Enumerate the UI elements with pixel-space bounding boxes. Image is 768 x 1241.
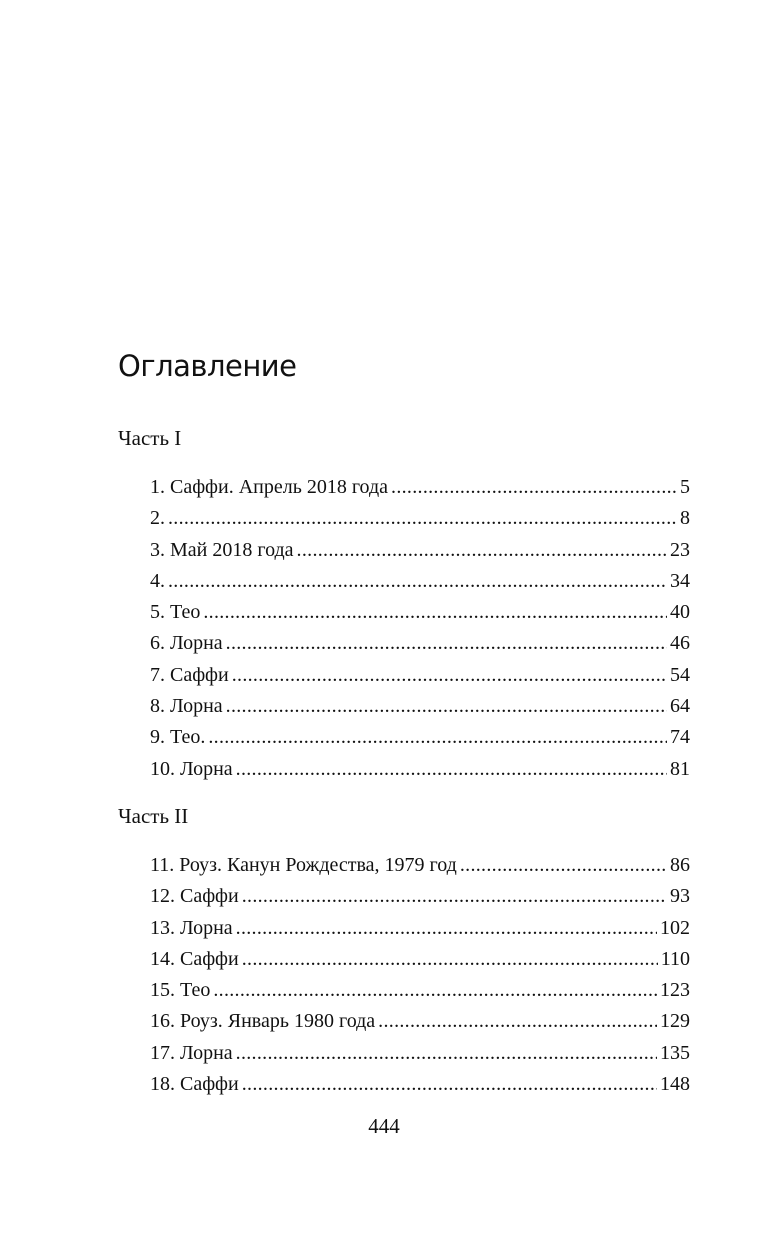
entry-page: 23 <box>670 538 690 561</box>
entry-label: 10. Лорна <box>150 757 233 780</box>
entry-label: 17. Лорна <box>150 1041 233 1064</box>
dot-leader <box>226 628 667 659</box>
toc-entry <box>150 691 690 722</box>
entry-page: 74 <box>670 726 690 749</box>
dot-leader <box>203 597 667 628</box>
entry-label: 2. <box>150 507 165 530</box>
dot-leader <box>236 1038 657 1069</box>
entry-page: 102 <box>660 916 690 939</box>
entry-label: 4. <box>150 569 165 592</box>
entry-label: 7. Саффи <box>150 663 229 686</box>
entry-label: 18. Саффи <box>150 1073 239 1096</box>
entry-page: 54 <box>670 663 690 686</box>
dot-leader <box>232 660 667 691</box>
toc-entries-part-1 <box>150 472 690 785</box>
entry-page: 93 <box>670 885 690 908</box>
toc-entry <box>150 1006 690 1037</box>
toc-entry <box>150 1069 690 1100</box>
entry-label: 5. Тео <box>150 601 201 624</box>
entry-page: 129 <box>660 1010 690 1033</box>
entry-page: 135 <box>660 1041 690 1064</box>
dot-leader <box>226 691 667 722</box>
dot-leader <box>378 1006 657 1037</box>
toc-title: Оглавление <box>118 349 297 383</box>
entry-page: 40 <box>670 601 690 624</box>
entry-label: 15. Тео <box>150 979 211 1002</box>
toc-entry <box>150 975 690 1006</box>
entry-label: 9. Тео. <box>150 726 206 749</box>
toc-entry <box>150 913 690 944</box>
entry-page: 110 <box>660 947 690 970</box>
toc-entry <box>150 503 690 534</box>
entry-label: 3. Май 2018 года <box>150 538 294 561</box>
dot-leader <box>208 722 667 753</box>
entry-label: 13. Лорна <box>150 916 233 939</box>
toc-entry <box>150 472 690 503</box>
dot-leader <box>297 535 667 566</box>
page-number: 444 <box>368 1114 400 1138</box>
toc-entry <box>150 566 690 597</box>
entry-page: 148 <box>660 1073 690 1096</box>
entry-page: 46 <box>670 632 690 655</box>
entry-label: 11. Роуз. Канун Рождества, 1979 год <box>150 854 457 876</box>
toc-entry <box>150 535 690 566</box>
toc-entry <box>150 881 690 912</box>
dot-leader <box>236 913 657 944</box>
part-heading-1: Часть I <box>118 426 182 450</box>
entry-label: 8. Лорна <box>150 695 223 718</box>
entry-label: 12. Саффи <box>150 885 239 908</box>
entry-page: 34 <box>670 569 690 592</box>
entry-page: 123 <box>660 979 690 1002</box>
toc-entry <box>150 944 690 975</box>
entry-label: 6. Лорна <box>150 632 223 655</box>
dot-leader <box>242 881 667 912</box>
dot-leader <box>213 975 657 1006</box>
dot-leader <box>236 754 667 785</box>
dot-leader <box>391 472 677 503</box>
dot-leader <box>168 503 677 534</box>
dot-leader <box>168 566 667 597</box>
dot-leader <box>242 1069 657 1100</box>
toc-entry <box>150 660 690 691</box>
entry-page: 8 <box>680 507 690 530</box>
entry-page: 81 <box>670 757 690 780</box>
entry-label: 16. Роуз. Январь 1980 года <box>150 1010 376 1033</box>
toc-entry <box>150 597 690 628</box>
dot-leader <box>242 944 658 975</box>
entry-label: 14. Саффи <box>150 947 239 970</box>
entry-label: 1. Саффи. Апрель 2018 года <box>150 476 389 498</box>
toc-entry <box>150 628 690 659</box>
entry-page: 64 <box>670 695 690 718</box>
entry-page: 5 <box>680 476 690 498</box>
part-heading-2: Часть II <box>118 804 189 828</box>
toc-entry <box>150 754 690 785</box>
toc-entries-part-2 <box>150 850 690 1100</box>
entry-page: 86 <box>670 854 690 876</box>
toc-entry <box>150 1038 690 1069</box>
toc-entry <box>150 850 690 881</box>
dot-leader <box>460 850 667 881</box>
toc-entry <box>150 722 690 753</box>
